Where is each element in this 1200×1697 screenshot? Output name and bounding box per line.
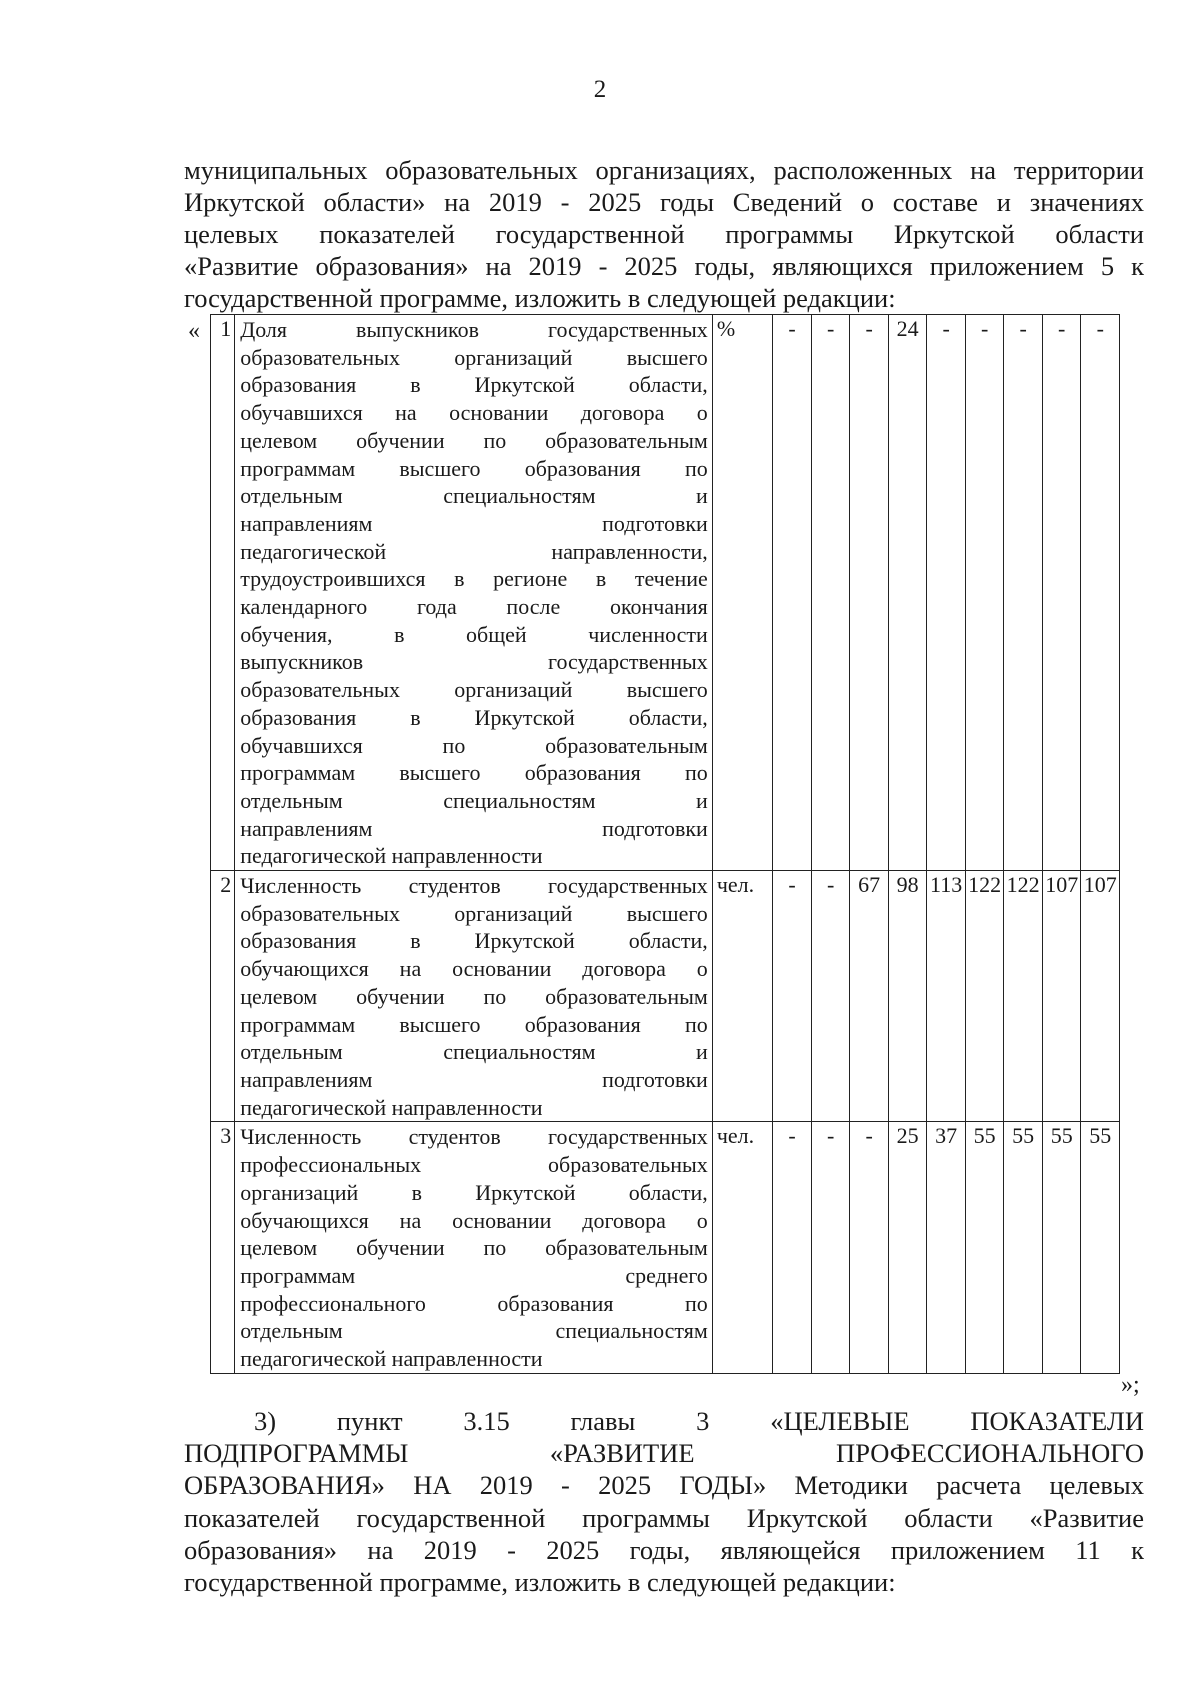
target-indicators-table — [210, 314, 1120, 1374]
description-line: профессиональных образовательных — [240, 1152, 708, 1178]
row-number: 2 — [211, 871, 235, 1122]
description-line: Численность студентов государственных — [240, 1124, 708, 1150]
paragraph-line: ОБРАЗОВАНИЯ» НА 2019 - 2025 ГОДЫ» Методики расчета целевых — [184, 1470, 1144, 1501]
value-cell: 98 — [888, 871, 927, 1122]
value-cell: - — [773, 315, 812, 871]
description-line: педагогической направленности — [240, 843, 543, 869]
description-line: обучающихся на основании договора о — [240, 1207, 708, 1233]
value-cell: - — [965, 315, 1004, 871]
intro-line: «Развитие образования» на 2019 - 2025 годы, являющихся приложением 5 к — [184, 251, 1144, 281]
description-line: выпускников государственных — [240, 649, 708, 675]
description-line: педагогической направленности, — [240, 538, 708, 564]
description-line: трудоустроившихся в регионе в течение — [240, 566, 708, 592]
row-number: 3 — [211, 1122, 235, 1373]
indicator-description — [235, 1122, 713, 1373]
unit-cell: чел. — [712, 1122, 773, 1373]
table-close-quote: »; — [1121, 1372, 1140, 1398]
value-cell: - — [773, 871, 812, 1122]
value-cell: 113 — [927, 871, 966, 1122]
description-line: направлениям подготовки — [240, 815, 708, 841]
description-line: обучавшихся на основании договора о — [240, 400, 708, 426]
description-line: образовательных организаций высшего — [240, 344, 708, 370]
indicator-description — [235, 315, 713, 871]
value-cell: 25 — [888, 1122, 927, 1373]
paragraph-line: показателей государственной программы Иркутской области «Развитие — [184, 1502, 1144, 1533]
value-cell: 55 — [1042, 1122, 1081, 1373]
row-number: 1 — [211, 315, 235, 871]
page-number: 2 — [593, 76, 607, 103]
paragraph-line: ПОДПРОГРАММЫ «РАЗВИТИЕ ПРОФЕССИОНАЛЬНОГО — [184, 1438, 1144, 1469]
table-row — [211, 1122, 1120, 1373]
intro-line: Иркутской области» на 2019 - 2025 годы Сведений о составе и значениях — [184, 187, 1144, 217]
description-line: отдельным специальностям и — [240, 787, 708, 813]
value-cell: 37 — [927, 1122, 966, 1373]
description-line: программам среднего — [240, 1262, 708, 1288]
unit-cell: чел. — [712, 871, 773, 1122]
value-cell: 122 — [965, 871, 1004, 1122]
unit-cell: % — [712, 315, 773, 871]
value-cell: - — [1081, 315, 1120, 871]
value-cell: - — [811, 871, 850, 1122]
description-line: организаций в Иркутской области, — [240, 1179, 708, 1205]
description-line: образования в Иркутской области, — [240, 928, 708, 954]
description-line: целевом обучении по образовательным — [240, 1235, 708, 1261]
intro-paragraph — [184, 154, 1144, 314]
paragraph-line: 3) пункт 3.15 главы 3 «ЦЕЛЕВЫЕ ПОКАЗАТЕЛИ — [254, 1406, 1144, 1436]
description-line: образовательных организаций высшего — [240, 900, 708, 926]
indicator-description — [235, 871, 713, 1122]
value-cell: - — [811, 1122, 850, 1373]
description-line: календарного года после окончания — [240, 594, 708, 620]
paragraph-line: государственной программе, изложить в следующей редакции: — [184, 1567, 896, 1598]
value-cell: 55 — [1081, 1122, 1120, 1373]
description-line: Численность студентов государственных — [240, 873, 708, 899]
description-line: образовательных организаций высшего — [240, 677, 708, 703]
description-line: отдельным специальностям — [240, 1318, 708, 1344]
description-line: программам высшего образования по — [240, 455, 708, 481]
value-cell: - — [850, 315, 889, 871]
value-cell: - — [850, 1122, 889, 1373]
value-cell: 107 — [1081, 871, 1120, 1122]
description-line: образования в Иркутской области, — [240, 704, 708, 730]
description-line: целевом обучении по образовательным — [240, 983, 708, 1009]
description-line: профессионального образования по — [240, 1290, 708, 1316]
table-open-quote: « — [188, 318, 200, 344]
intro-line: государственной программе, изложить в следующей редакции: — [184, 283, 896, 313]
value-cell: - — [1004, 315, 1043, 871]
description-line: педагогической направленности — [240, 1094, 543, 1120]
value-cell: 122 — [1004, 871, 1043, 1122]
description-line: педагогической направленности — [240, 1346, 543, 1372]
description-line: направлениям подготовки — [240, 510, 708, 536]
description-line: обучения, в общей численности — [240, 621, 708, 647]
description-line: целевом обучении по образовательным — [240, 427, 708, 453]
description-line: образования в Иркутской области, — [240, 372, 708, 398]
table-row — [211, 871, 1120, 1122]
value-cell: 107 — [1042, 871, 1081, 1122]
paragraph-line: образования» на 2019 - 2025 годы, являющейся приложением 11 к — [184, 1534, 1144, 1565]
value-cell: 55 — [1004, 1122, 1043, 1373]
value-cell: - — [773, 1122, 812, 1373]
amendment-paragraph — [184, 1405, 1144, 1598]
intro-line: целевых показателей государственной программы Иркутской области — [184, 219, 1144, 249]
value-cell: 67 — [850, 871, 889, 1122]
description-line: направлениям подготовки — [240, 1066, 708, 1092]
value-cell: 55 — [965, 1122, 1004, 1373]
description-line: Доля выпускников государственных — [240, 317, 708, 342]
description-line: обучавшихся по образовательным — [240, 732, 708, 758]
value-cell: - — [811, 315, 850, 871]
table-row — [211, 315, 1120, 871]
description-line: обучающихся на основании договора о — [240, 956, 708, 982]
description-line: программам высшего образования по — [240, 760, 708, 786]
intro-line: муниципальных образовательных организациях, расположенных на территории — [184, 155, 1144, 185]
value-cell: - — [927, 315, 966, 871]
description-line: программам высшего образования по — [240, 1011, 708, 1037]
description-line: отдельным специальностям и — [240, 1039, 708, 1065]
value-cell: - — [1042, 315, 1081, 871]
description-line: отдельным специальностям и — [240, 483, 708, 509]
value-cell: 24 — [888, 315, 927, 871]
